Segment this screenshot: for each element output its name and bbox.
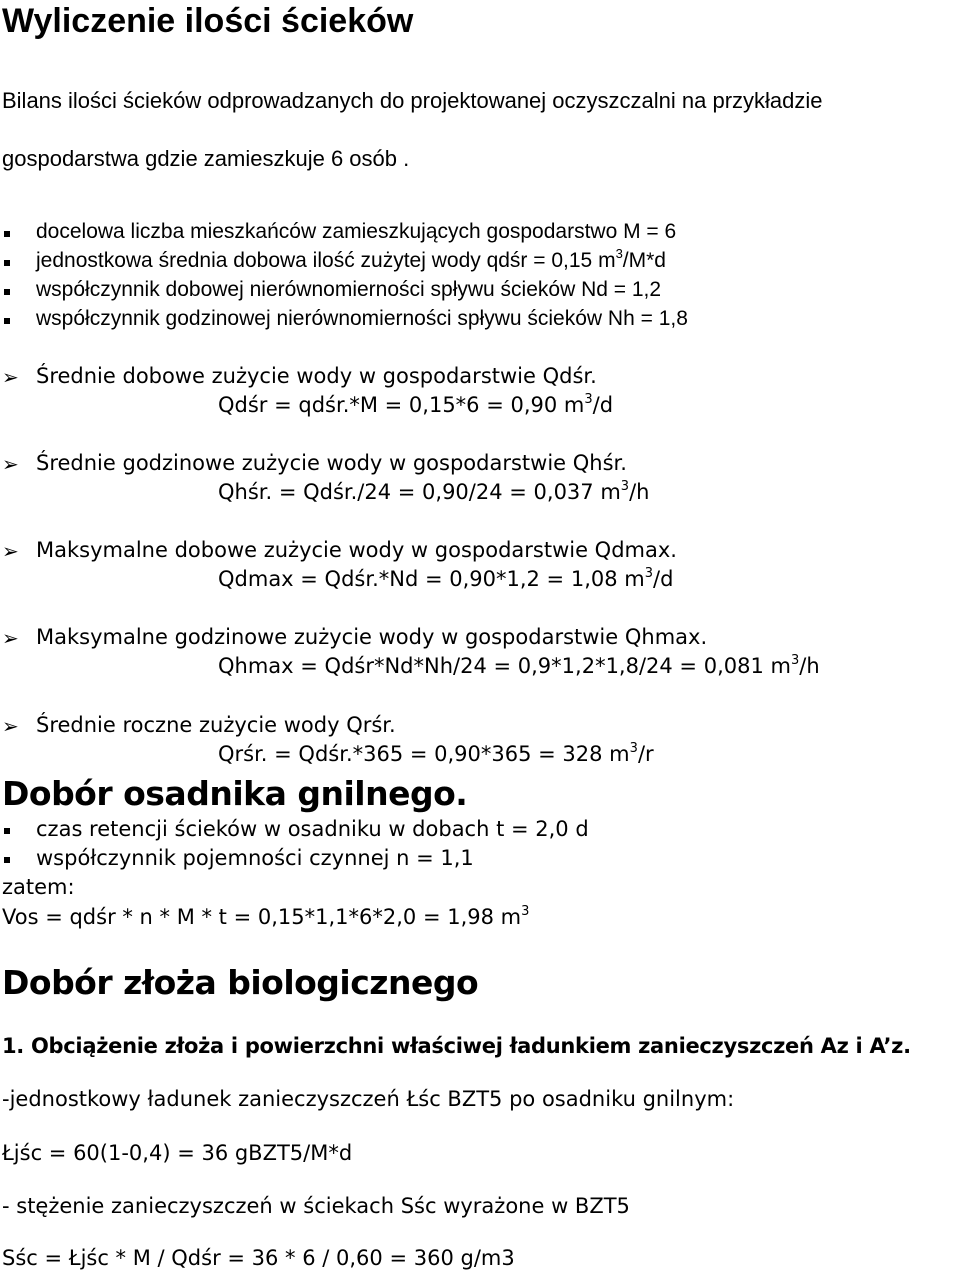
parameter-item: jednostkowa średnia dobowa ilość zużytej wody qdśr = 0,15 $m^3/M*d$ [36, 246, 666, 272]
calc-formula: Qhśr. = Qdśr./24 = 0,90/24 = 0,037 $m^3/h$ [218, 479, 650, 504]
calc-heading: Maksymalne dobowe zużycie wody w gospodarstwie Qdmax. [36, 538, 677, 562]
calc-formula: Qrśr. = Qdśr.*365 = 0,90*365 = 328 $m^3/r$ [218, 741, 654, 766]
parameter-item: docelowa liczba mieszkańców zamieszkujących gospodarstwo M = 6 [36, 220, 677, 243]
calc-heading: Średnie godzinowe zużycie wody w gospodarstwie Qhśr. [36, 451, 627, 475]
calc-heading: Maksymalne godzinowe zużycie wody w gospodarstwie Qhmax. [36, 625, 708, 649]
subsection-heading: 1. Obciążenie złoża i powierzchni właściwej ładunkiem zanieczyszczeń Az i A’z. [2, 1034, 911, 1058]
calc-heading: Średnie roczne zużycie wody Qrśr. [36, 713, 396, 737]
vos-formula: Vos = qdśr * n * M * t = 0,15*1,1*6*2,0 = 1,98 $m^3$ [2, 904, 530, 929]
arrow-bullet-icon: ➢ [2, 626, 19, 650]
text-line: - stężenie zanieczyszczeń w ściekach Sśc wyrażone w BZT5 [2, 1194, 630, 1218]
text-line: -jednostkowy ładunek zanieczyszczeń Łśc BZT5 po osadniku gnilnym: [2, 1087, 735, 1111]
intro-line-2: gospodarstwa gdzie zamieszkuje 6 osób . [2, 146, 410, 171]
arrow-bullet-icon: ➢ [2, 714, 19, 738]
arrow-bullet-icon: ➢ [2, 539, 19, 563]
calc-formula: Qdśr = qdśr.*M = 0,15*6 = 0,90 $m^3/d$ [218, 392, 614, 417]
section-heading-zloze: Dobór złoża biologicznego [2, 963, 479, 1002]
square-bullet-icon [4, 231, 10, 237]
zatem-label: zatem: [2, 875, 75, 899]
intro-line-1: Bilans ilości ścieków odprowadzanych do projektowanej oczyszczalni na przykładzie [2, 88, 823, 113]
osadnik-item: czas retencji ścieków w osadniku w dobach t = 2,0 d [36, 817, 589, 841]
calc-heading: Średnie dobowe zużycie wody w gospodarstwie Qdśr. [36, 364, 597, 388]
arrow-bullet-icon: ➢ [2, 452, 19, 476]
osadnik-item: współczynnik pojemności czynnej n = 1,1 [36, 846, 474, 870]
square-bullet-icon [4, 318, 10, 324]
parameter-item: współczynnik dobowej nierównomierności spływu ścieków Nd = 1,2 [36, 278, 662, 301]
parameter-item: współczynnik godzinowej nierównomierności spływu ścieków Nh = 1,8 [36, 307, 688, 330]
text-line: Łjśc = 60(1-0,4) = 36 gBZT5/M*d [2, 1141, 353, 1165]
calc-formula: Qhmax = Qdśr*Nd*Nh/24 = 0,9*1,2*1,8/24 = 0,081 $m^3/h$ [218, 653, 820, 678]
calc-formula: Qdmax = Qdśr.*Nd = 0,90*1,2 = 1,08 $m^3/d$ [218, 566, 674, 591]
text-line: Sśc = Łjśc * M / Qdśr = 36 * 6 / 0,60 = 360 g/m3 [2, 1246, 515, 1270]
square-bullet-icon [4, 857, 10, 863]
page-title: Wyliczenie ilości ścieków [2, 2, 414, 40]
square-bullet-icon [4, 260, 10, 266]
arrow-bullet-icon: ➢ [2, 365, 19, 389]
square-bullet-icon [4, 828, 10, 834]
section-heading-osadnik: Dobór osadnika gnilnego. [2, 774, 468, 813]
square-bullet-icon [4, 289, 10, 295]
